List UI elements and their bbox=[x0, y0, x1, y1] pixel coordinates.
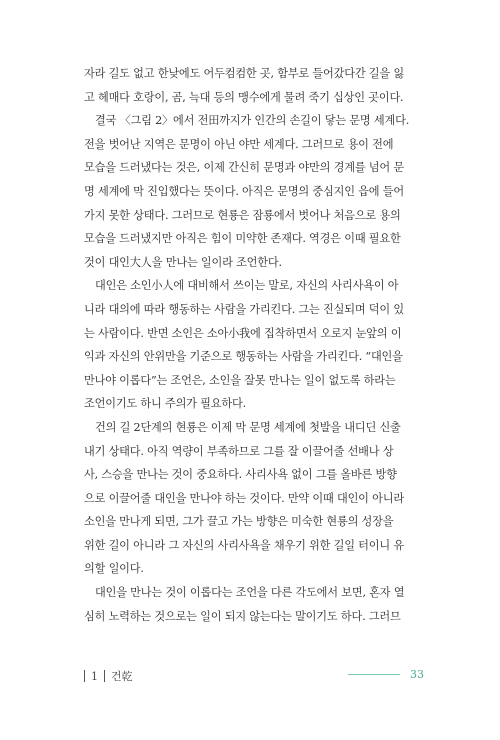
page-footer bbox=[84, 668, 424, 688]
paragraph-2: 결국 〈그림 2〉에서 전田까지가 인간의 손길이 닿는 문명 세계다. 전을 벗어난 지역은 문명이 아닌 야만 세계다. 그러므로 용이 전에 모습을 드러냈다는 것은, 이제 간신히 문명과 야만의 경계를 넘어 문 명 세계에 막 진입했다는 뜻이다. 아직은 문명의 중심지인 읍에 들어 가지 못한 상태다. 그러므로 현룡은 잠룡에서 벗어나 처음으로 용의 모습을 드러냈지만 아직은 힘이 미약한 존재다. 역경은 이때 필요한 것이 대인大人을 만나는 일이라 조언한다. bbox=[84, 114, 410, 269]
paragraph-1: 자라 길도 없고 한낮에도 어두컴컴한 곳, 함부로 들어갔다간 길을 잃 고 헤매다 호랑이, 곰, 늑대 등의 맹수에게 물려 죽기 십상인 곳이다. bbox=[84, 67, 404, 104]
chapter-title: 건乾 bbox=[111, 670, 133, 683]
part-number: 1 bbox=[91, 669, 98, 683]
divider bbox=[84, 670, 85, 682]
body-text bbox=[84, 62, 424, 628]
folio bbox=[348, 668, 424, 681]
divider bbox=[104, 670, 105, 682]
paragraph-5: 대인을 만나는 것이 이롭다는 조언을 다른 각도에서 보면, 혼자 열 심히 노력하는 것으로는 일이 되지 않는다는 말이기도 하다. 그러므 bbox=[84, 586, 405, 623]
paragraph-4: 건의 길 2단계의 현룡은 이제 막 문명 세계에 첫발을 내디딘 신출 내기 상태다. 아직 역량이 부족하므로 그를 잘 이끌어줄 선배나 상 사, 스승을 만나는 것이 중요하다. 사리사욕 없이 그를 올바른 방향 으로 이끌어줄 대인을 만나야 하는 것이다. 만약 이때 대인이 아니라 소인을 만나게 되면, 그가 끌고 가는 방향은 미숙한 현룡의 성장을 위한 길이 아니라 그 자신의 사리사욕을 채우기 위한 길일 터이니 유 의할 일이다. bbox=[84, 420, 404, 576]
page-number: 33 bbox=[410, 668, 424, 681]
accent-rule bbox=[348, 674, 400, 675]
paragraph-3: 대인은 소인小人에 대비해서 쓰이는 말로, 자신의 사리사욕이 아 니라 대의에 따라 행동하는 사람을 가리킨다. 그는 진실되며 덕이 있 는 사람이다. 반면 소인은 소아小我에 집착하면서 오로지 눈앞의 이 익과 자신의 안위만을 기준으로 행동하는 사람을 가리킨다. “대인을 만나야 이롭다”는 조언은, 소인을 잘못 만나는 일이 없도록 하라는 조언이기도 하니 주의가 필요하다. bbox=[84, 279, 404, 411]
running-footer bbox=[84, 668, 133, 684]
